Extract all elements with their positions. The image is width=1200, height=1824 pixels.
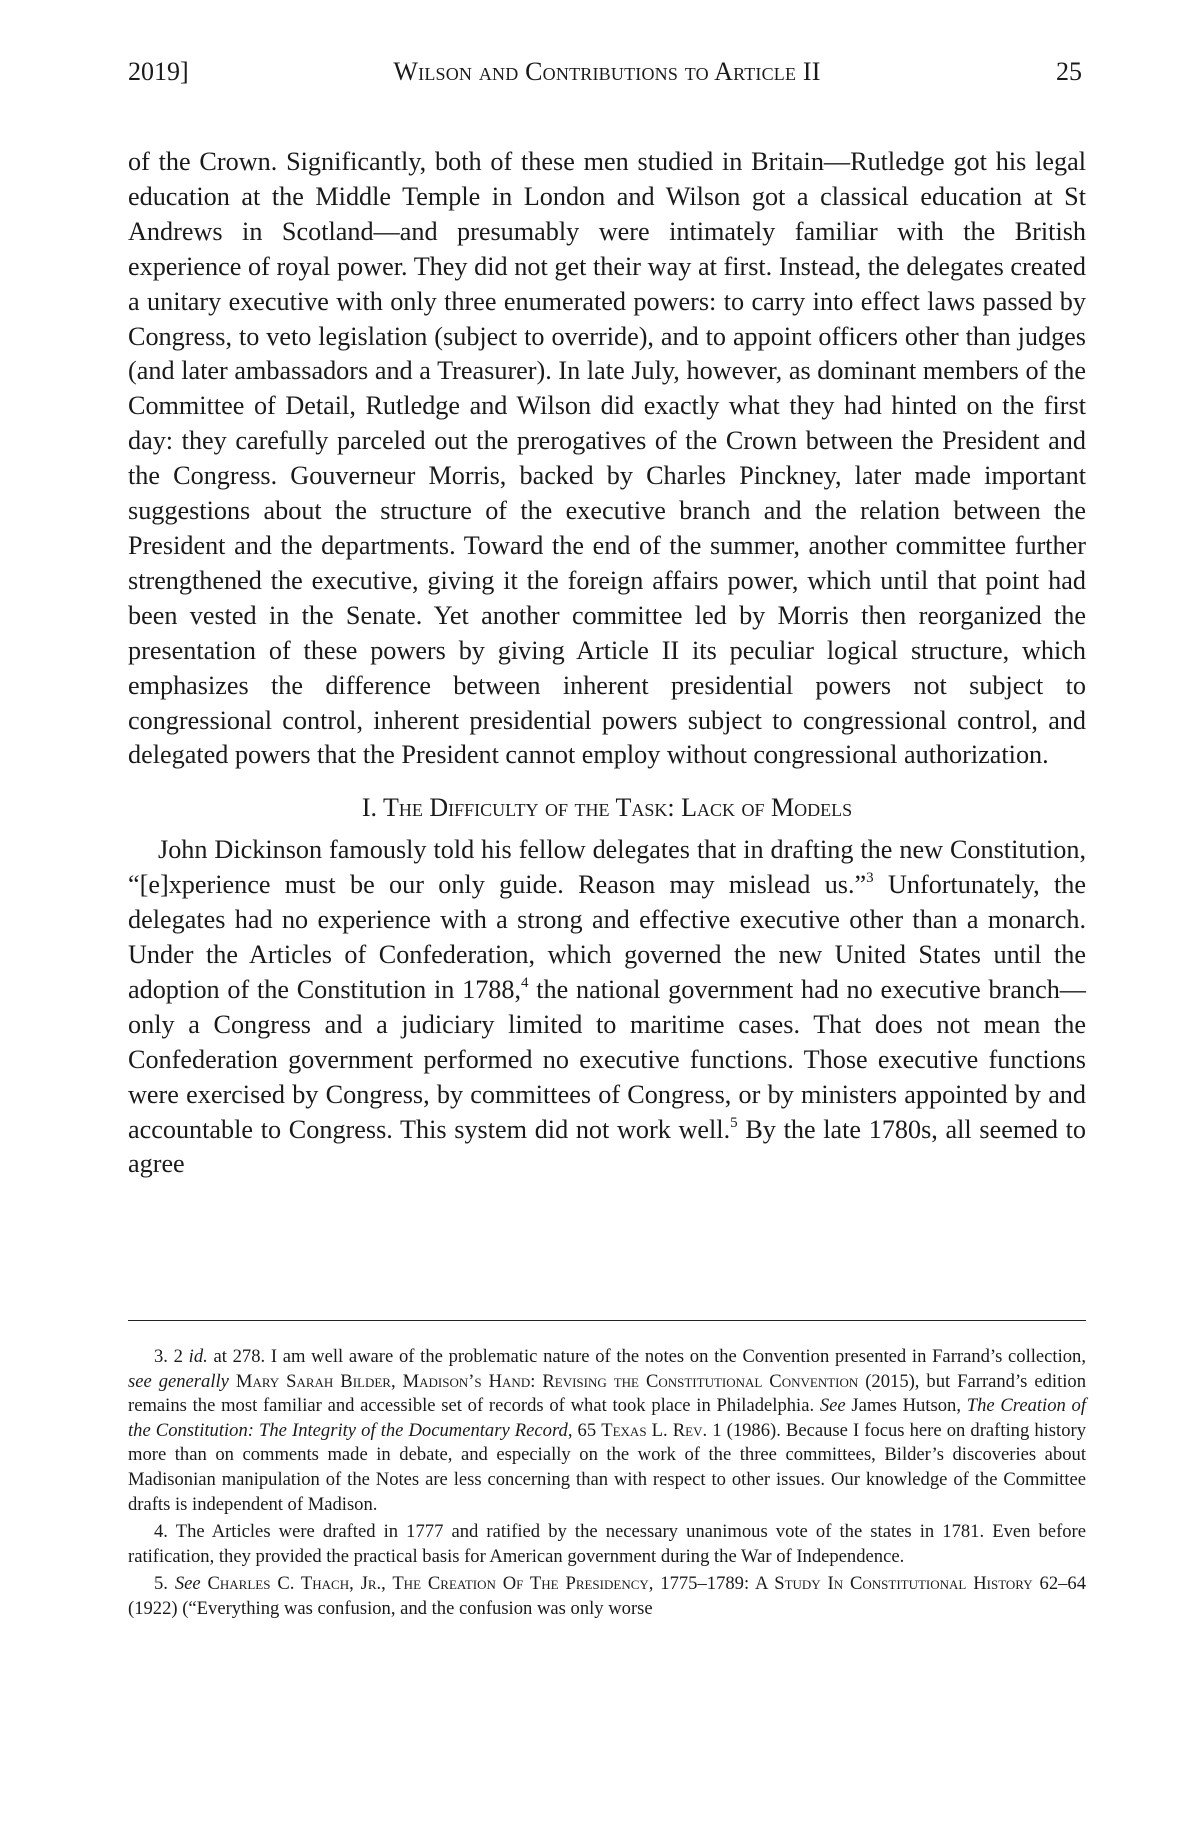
fn3-text: 3. 2	[154, 1346, 189, 1367]
footnote-4: 4. The Articles were drafted in 1777 and ratified by the necessary unanimous vote of the states in 1781. Even before ratification, they provided the practical basis for American government during the War of Independence.	[128, 1521, 1086, 1567]
fn5-signal: See	[174, 1573, 201, 1595]
paragraph-2-part-c: the national government had no executive branch—only a Congress and a judiciary limited to maritime cases. That does not mean the Confederation government performed no executive functions. Those executive functions were exercised by Congress, by committees of Congress, or by ministers appointed by and accountable to Congress. This system did not work well.	[128, 974, 1086, 1144]
paragraph-2-part-a: John Dickinson famously told his fellow delegates that in drafting the new Constitution, “[e]xperience must be our only guide. Reason may mislead us.”	[128, 835, 1086, 900]
footnote-ref-3[interactable]: 3	[866, 870, 874, 887]
fn3-book-title: Mary Sarah Bilder, Madison’s Hand: Revising the Constitutional Convention	[228, 1370, 859, 1392]
fn3-text: 1 (1986). Because I focus here on drafting history more than on comments made in debate, and especially on the work of the three committees, Bilder’s discoveries about Madisonian manipulation of the Notes are less concerning than with respect to other issues. Our knowledge of the Committee drafts is independent of Madison.	[128, 1419, 1086, 1515]
fn3-text: (2015), but Farrand’s edition remains the most familiar and accessible set of records of what took place in Philadelphia.	[128, 1370, 1086, 1417]
fn3-italic: id.	[188, 1346, 208, 1367]
footnote-ref-5[interactable]: 5	[730, 1114, 738, 1131]
footnotes	[128, 1345, 1086, 1625]
footnote-3	[128, 1345, 1086, 1517]
paragraph-1: of the Crown. Significantly, both of these men studied in Britain—Rutledge got his legal education at the Middle Temple in London and Wilson got a classical education at St Andrews in Scotland—and presumably were intimately familiar with the British experience of royal power. They did not get their way at first. Instead, the delegates created a unitary executive with only three enumerated powers: to carry into effect laws passed by Congress, to veto legislation (subject to override), and to appoint officers other than judges (and later ambassadors and a Treasurer). In late July, however, as dominant members of the Committee of Detail, Rutledge and Wilson did exactly what they had hinted on the first day: they carefully parceled out the prerogatives of the Crown between the President and the Congress. Gouverneur Morris, backed by Charles Pinckney, later made important suggestions about the structure of the executive branch and the relation between the President and the departments. Toward the end of the summer, another committee further strengthened the executive, giving it the foreign affairs power, which until that point had been vested in the Senate. Yet another committee led by Morris then reorganized the presentation of these powers by giving Article II its peculiar logical structure, which emphasizes the difference between inherent presidential powers not subject to congressional control, inherent presidential powers subject to congressional control, and delegated powers that the President cannot employ without congressional authorization.	[128, 147, 1086, 770]
footnote-ref-4[interactable]: 4	[521, 974, 529, 991]
paragraph-2-part-b: Unfortunately, the delegates had no experience with a strong and effective executive other than a monarch. Under the Articles of Confederation, which governed the new United States until the adoption of the Constitution in 1788,	[128, 870, 1087, 1004]
section-heading: I. The Difficulty of the Task: Lack of Models	[361, 793, 853, 823]
fn3-text: at 278. I am well aware of the problematic nature of the notes on the Convention presented in Farrand’s collection,	[207, 1346, 1086, 1367]
body-text	[128, 145, 1086, 1182]
running-head	[128, 52, 1086, 92]
running-head-year: 2019]	[128, 57, 189, 86]
fn3-signal: See	[819, 1395, 846, 1417]
paragraph-2	[128, 833, 1086, 1182]
page-number: 25	[1056, 57, 1082, 86]
footnote-divider	[128, 1320, 1086, 1321]
paragraph-2-part-d: By the late 1780s, all seemed to agree	[128, 1114, 1086, 1179]
fn3-text: , 65	[567, 1419, 602, 1441]
fn3-article-title: The Creation of the Constitution: The Integrity of the Documentary Record	[128, 1395, 1087, 1441]
fn3-italic: see generally	[128, 1370, 229, 1392]
fn3-journal: Texas L. Rev.	[601, 1419, 708, 1441]
fn5-text: 62–64 (1922) (“Everything was confusion, and the confusion was only worse	[128, 1573, 1087, 1619]
fn5-text: 5.	[154, 1573, 175, 1595]
fn5-book-title: Charles C. Thach, Jr., The Creation Of The Presidency, 1775–1789: A Study In Constitutional History	[200, 1573, 1033, 1595]
fn3-text: James Hutson,	[845, 1395, 967, 1417]
running-head-title: Wilson and Contributions to Article II	[393, 57, 821, 86]
footnote-5	[128, 1572, 1086, 1621]
